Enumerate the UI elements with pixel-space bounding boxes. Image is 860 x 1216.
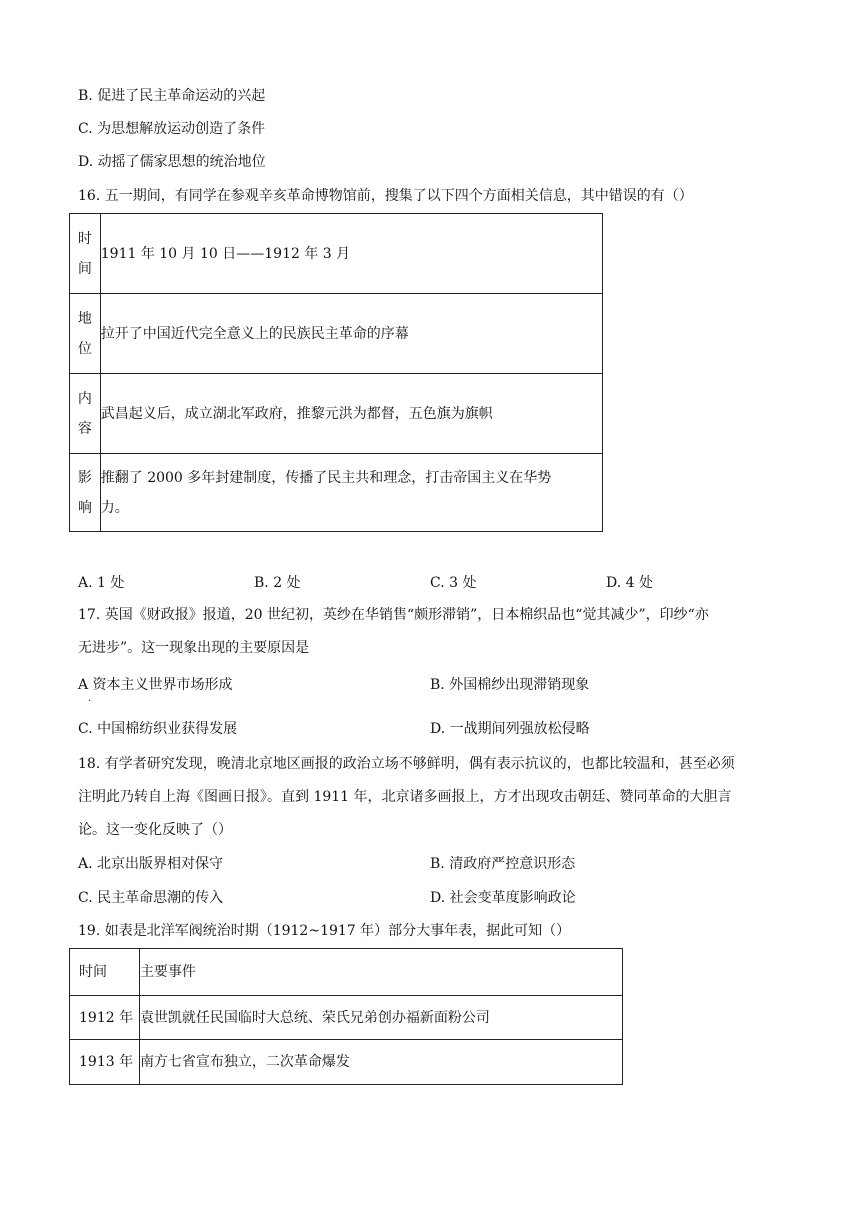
q15-option-d: D. 动摇了儒家思想的统治地位 — [78, 154, 266, 170]
q16-row-label: 内 容 — [70, 374, 101, 454]
q17-option-d: D. 一战期间列强放松侵略 — [430, 721, 590, 737]
q18-option-a: A. 北京出版界相对保守 — [78, 856, 224, 872]
q18-stem-line1: 18. 有学者研究发现，晚清北京地区画报的政治立场不够鲜明，偶有表示抗议的，也都比较温和，甚至必须 — [78, 756, 735, 772]
q16-table — [69, 213, 603, 532]
q18-stem-line2: 注明此乃转自上海《图画日报》。直到 1911 年，北京诸多画报上，方才出现攻击朝廷、赞同革命的大胆言 — [78, 789, 732, 805]
q16-row-impact — [70, 454, 603, 532]
q19-event: 袁世凯就任民国临时大总统、荣氏兄弟创办福新面粉公司 — [139, 996, 622, 1040]
q15-option-c: C. 为思想解放运动创造了条件 — [78, 121, 266, 137]
q18-option-c: C. 民主革命思潮的传入 — [78, 890, 224, 906]
q16-row-label: 地 位 — [70, 294, 101, 374]
q16-row-content: 武昌起义后，成立湖北军政府，推黎元洪为都督，五色旗为旗帜 — [100, 374, 602, 454]
q19-year: 1912 年 — [70, 996, 140, 1040]
q15-option-b: B. 促进了民主革命运动的兴起 — [78, 88, 266, 104]
q16-row-status — [70, 294, 603, 374]
table-row — [70, 1040, 623, 1085]
q16-stem: 16. 五一期间，有同学在参观辛亥革命博物馆前，搜集了以下四个方面相关信息，其中错误的有（） — [78, 188, 693, 204]
q17-stem-line2: 无进步”。这一现象出现的主要原因是 — [78, 640, 310, 656]
q16-option-b: B. 2 处 — [254, 575, 301, 591]
q16-row-time — [70, 214, 603, 294]
q17-stem-line1: 17. 英国《财政报》报道，20 世纪初，英纱在华销售“颇形滞销”，日本棉织品也“觉其减少”，印纱“亦 — [78, 607, 709, 623]
q16-option-a: A. 1 处 — [78, 575, 125, 591]
q16-row-content-item — [70, 374, 603, 454]
q16-option-c: C. 3 处 — [430, 575, 477, 591]
q19-header-time: 时间 — [70, 949, 140, 996]
q17-option-b: B. 外国棉纱出现滞销现象 — [430, 677, 590, 693]
q16-row-content: 推翻了 2000 多年封建制度，传播了民主共和理念，打击帝国主义在华势 力。 — [100, 454, 602, 532]
q17-option-c: C. 中国棉纺织业获得发展 — [78, 721, 238, 737]
q19-header-row — [70, 949, 623, 996]
q19-header-events: 主要事件 — [139, 949, 622, 996]
q16-row-label: 时 间 — [70, 214, 101, 294]
q19-event: 南方七省宣布独立，二次革命爆发 — [139, 1040, 622, 1085]
q18-stem-line3: 论。这一变化反映了（） — [78, 822, 232, 838]
q16-row-content: 1911 年 10 月 10 日——1912 年 3 月 — [100, 214, 602, 294]
q19-year: 1913 年 — [70, 1040, 140, 1085]
q16-row-label: 影 响 — [70, 454, 101, 532]
table-row — [70, 996, 623, 1040]
q18-option-d: D. 社会变革度影响政论 — [430, 890, 576, 906]
q18-option-b: B. 清政府严控意识形态 — [430, 856, 576, 872]
q16-option-d: D. 4 处 — [606, 575, 653, 591]
q17-emphasis-dot: · — [88, 696, 92, 707]
q19-stem: 19. 如表是北洋军阀统治时期（1912~1917 年）部分大事年表，据此可知（） — [78, 923, 571, 939]
q16-row-content: 拉开了中国近代完全意义上的民族民主革命的序幕 — [100, 294, 602, 374]
q19-table — [69, 948, 623, 1085]
q17-option-a: A 资本主义世界市场形成 — [78, 677, 233, 693]
